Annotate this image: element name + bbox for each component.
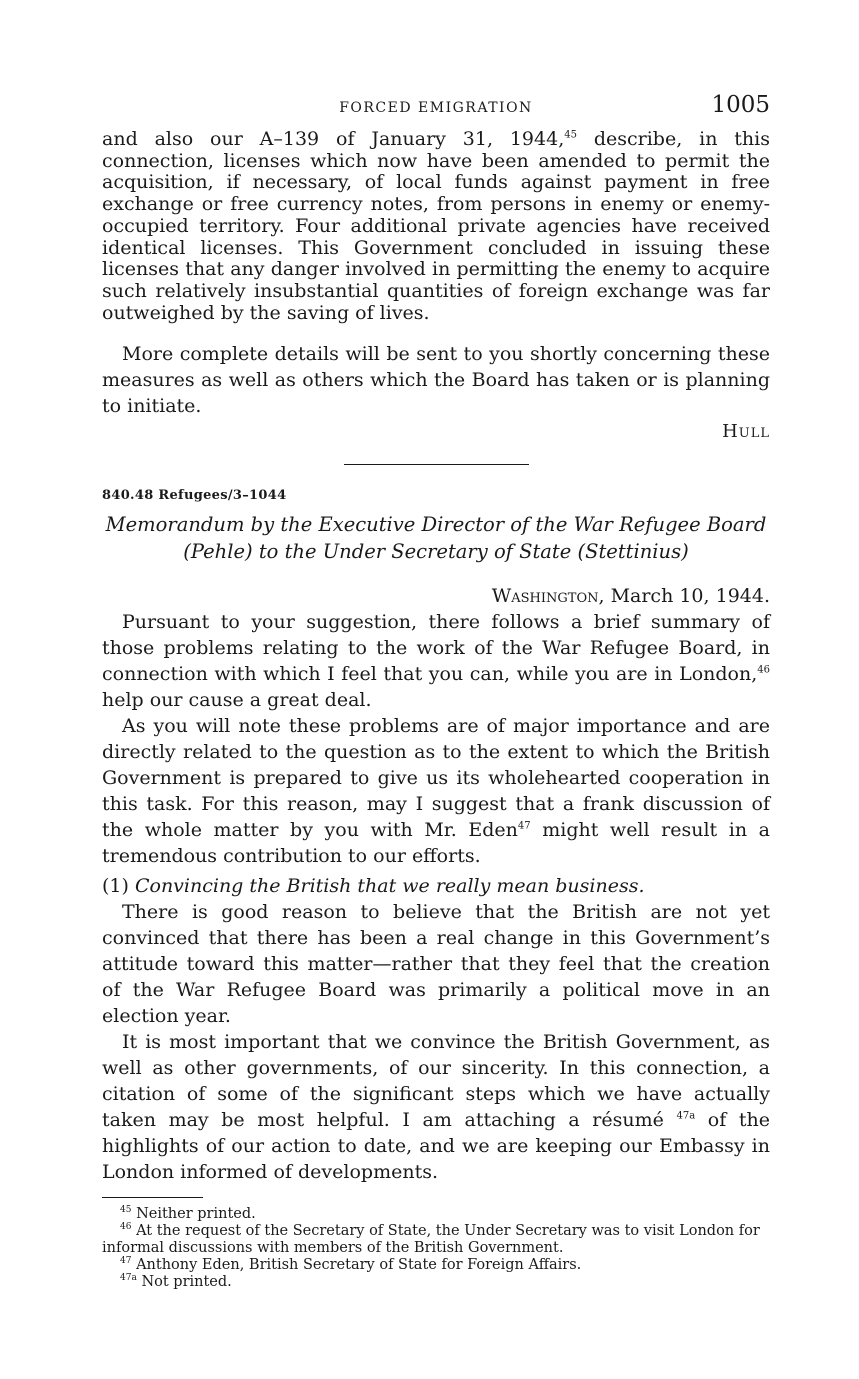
dateline-place: Washington bbox=[491, 585, 599, 608]
continuation-paragraph bbox=[102, 129, 770, 324]
page-number: 1005 bbox=[711, 92, 770, 118]
body-text: of the highlights of our action to date, and we are keeping our Embassy in London informed of developments. bbox=[102, 1109, 770, 1184]
document-page bbox=[102, 88, 770, 1291]
section-number: (1) bbox=[102, 875, 129, 898]
dateline bbox=[102, 583, 770, 609]
section-title: Convincing the British that we really mean business. bbox=[134, 875, 645, 898]
footnote-item bbox=[102, 1257, 770, 1274]
footnote-text: Neither printed. bbox=[136, 1206, 256, 1223]
body-paragraph-3: There is good reason to believe that the British are not yet convinced that there has been a real change in this Government’s attitude toward this matter—rather that they feel that the creation of the War Refugee Board was primarily a political move in an election year. bbox=[102, 901, 770, 1028]
closing-paragraph: More complete details will be sent to you shortly concerning these measures as well as others which the Board has taken or is planning to initiate. bbox=[102, 343, 770, 418]
continuation-text-1: and also our A–139 of January 31, 1944, bbox=[102, 128, 565, 150]
footnote-reference: 46 bbox=[757, 665, 770, 676]
file-number: 840.48 Refugees/3–1044 bbox=[102, 488, 287, 504]
signature: Hull bbox=[722, 421, 770, 443]
body-paragraph-4 bbox=[102, 1029, 770, 1185]
footnote-text: Not printed. bbox=[141, 1274, 232, 1291]
section-heading bbox=[102, 873, 770, 899]
footnote-reference: 47a bbox=[676, 1111, 696, 1122]
footnote-text: Anthony Eden, British Secretary of State for Foreign Affairs. bbox=[136, 1257, 582, 1274]
footnote-mark: 47 bbox=[120, 1256, 132, 1267]
footnote-mark: 47a bbox=[120, 1273, 137, 1284]
footnotes bbox=[102, 1206, 770, 1291]
footnote-mark: 46 bbox=[120, 1222, 132, 1233]
footnote-text: At the request of the Secretary of State, the Under Secretary was to visit London for informal discussions with members of the British Government. bbox=[102, 1223, 760, 1257]
body-paragraph-1 bbox=[102, 609, 770, 713]
continuation-text-2: describe, in this connection, licenses which now have been amended to permit the acquisition, if necessary, of local funds against payment in free exchange or free currency notes, from persons in enemy or enemy-occupied territory. Four additional private agencies have received identical licenses. This Government concluded in issuing these licenses that any danger involved in permitting the enemy to acquire such relatively insubstantial quantities of foreign exchange was far outweighed by the saving of lives. bbox=[102, 128, 770, 324]
footnote-reference: 47 bbox=[517, 821, 531, 832]
body-text: help our cause a great deal. bbox=[102, 689, 372, 712]
footnote-item bbox=[102, 1274, 770, 1291]
memo-title: Memorandum by the Executive Director of the War Refugee Board (Pehle) to the Under Secretary of State (Stettinius) bbox=[105, 513, 767, 564]
body-text: It is most important that we convince the British Government, as well as other governments, of our sincerity. In this connection, a citation of some of the significant steps which we have actually taken may be most helpful. I am attaching a résumé bbox=[102, 1031, 770, 1132]
footnote-item bbox=[102, 1223, 770, 1257]
running-header bbox=[102, 88, 770, 118]
dateline-date: , March 10, 1944. bbox=[598, 585, 770, 608]
body-text: As you will note these problems are of major importance and are directly related to the question as to the extent to which the British Government is prepared to give us its wholehearted cooperation in this task. For this reason, may I suggest that a frank discussion of the whole matter by you with Mr. Eden bbox=[102, 715, 770, 842]
body-text: Pursuant to your suggestion, there follows a brief summary of those problems relating to the work of the War Refugee Board, in connection with which I feel that you can, while you are in London, bbox=[102, 611, 770, 686]
body-text: might well result in a tremendous contribution to our efforts. bbox=[102, 819, 770, 868]
section-divider bbox=[344, 464, 529, 465]
footnote-reference: 45 bbox=[564, 129, 577, 141]
running-title: FORCED EMIGRATION bbox=[339, 100, 533, 116]
footnote-rule bbox=[102, 1197, 203, 1198]
footnote-item bbox=[102, 1206, 770, 1223]
body-paragraph-2 bbox=[102, 713, 770, 869]
footnote-mark: 45 bbox=[120, 1205, 132, 1216]
